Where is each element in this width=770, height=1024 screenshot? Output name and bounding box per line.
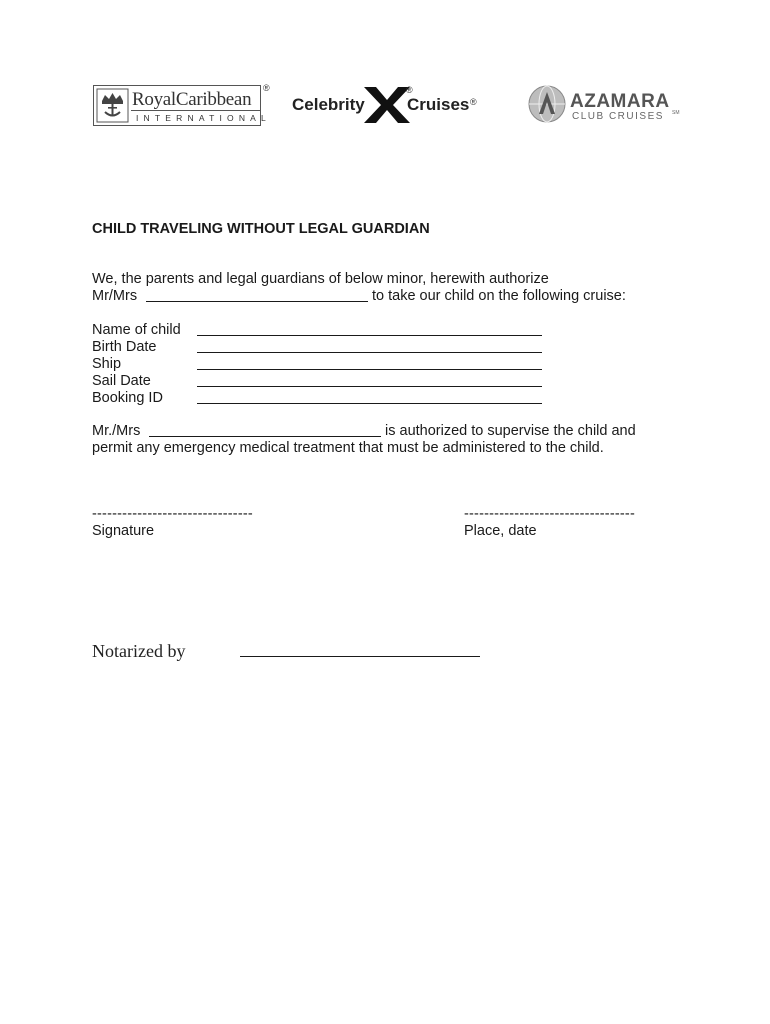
intro-line-1: We, the parents and legal guardians of below minor, herewith authorize [92,271,549,287]
celebrity-x-icon [362,85,412,125]
place-date-dashes[interactable]: ---------------------------------- [464,506,635,522]
auth-mr-mrs-label: Mr./Mrs [92,423,141,439]
logo-divider [131,110,260,111]
field-label-sail-date: Sail Date [92,373,151,389]
celebrity-wordmark-left: Celebrity [292,95,365,114]
registered-mark: ® [470,97,477,107]
supervisor-blank[interactable] [149,436,381,437]
signature-label: Signature [92,523,155,539]
intro-line-2-suffix: to take our child on the following cruise: [372,288,626,304]
registered-mark: ® [406,85,413,95]
document-title: CHILD TRAVELING WITHOUT LEGAL GUARDIAN [92,221,430,237]
auth-line-2: permit any emergency medical treatment that must be administered to the child. [92,440,604,456]
crown-anchor-icon [96,88,129,123]
royal-caribbean-wordmark: RoyalCaribbean [132,89,252,110]
field-label-booking-id: Booking ID [92,390,163,406]
celebrity-wordmark-right: Cruises [407,95,470,114]
azamara-globe-icon [527,84,567,124]
field-blank-booking-id[interactable] [197,403,542,404]
field-label-name-of-child: Name of child [92,322,181,338]
azamara-subtitle: CLUB CRUISES [572,111,664,122]
field-blank-sail-date[interactable] [197,386,542,387]
field-label-birth-date: Birth Date [92,339,157,355]
place-date-label: Place, date [464,523,537,539]
auth-line-1-suffix: is authorized to supervise the child and [385,423,636,439]
notarized-blank[interactable] [240,656,480,657]
royal-caribbean-logo [93,85,271,126]
field-blank-birth-date[interactable] [197,352,542,353]
royal-caribbean-subtitle: INTERNATIONAL [136,113,271,123]
azamara-wordmark: AZAMARA [570,91,670,112]
field-label-ship: Ship [92,356,122,372]
service-mark: SM [672,110,680,116]
intro-mr-mrs-label: Mr/Mrs [92,288,138,304]
field-blank-name-of-child[interactable] [197,335,542,336]
notarized-label: Notarized by [92,641,186,661]
authorized-person-blank[interactable] [146,301,368,302]
registered-mark: ® [263,83,270,93]
field-blank-ship[interactable] [197,369,542,370]
signature-dashes[interactable]: -------------------------------- [92,506,253,522]
